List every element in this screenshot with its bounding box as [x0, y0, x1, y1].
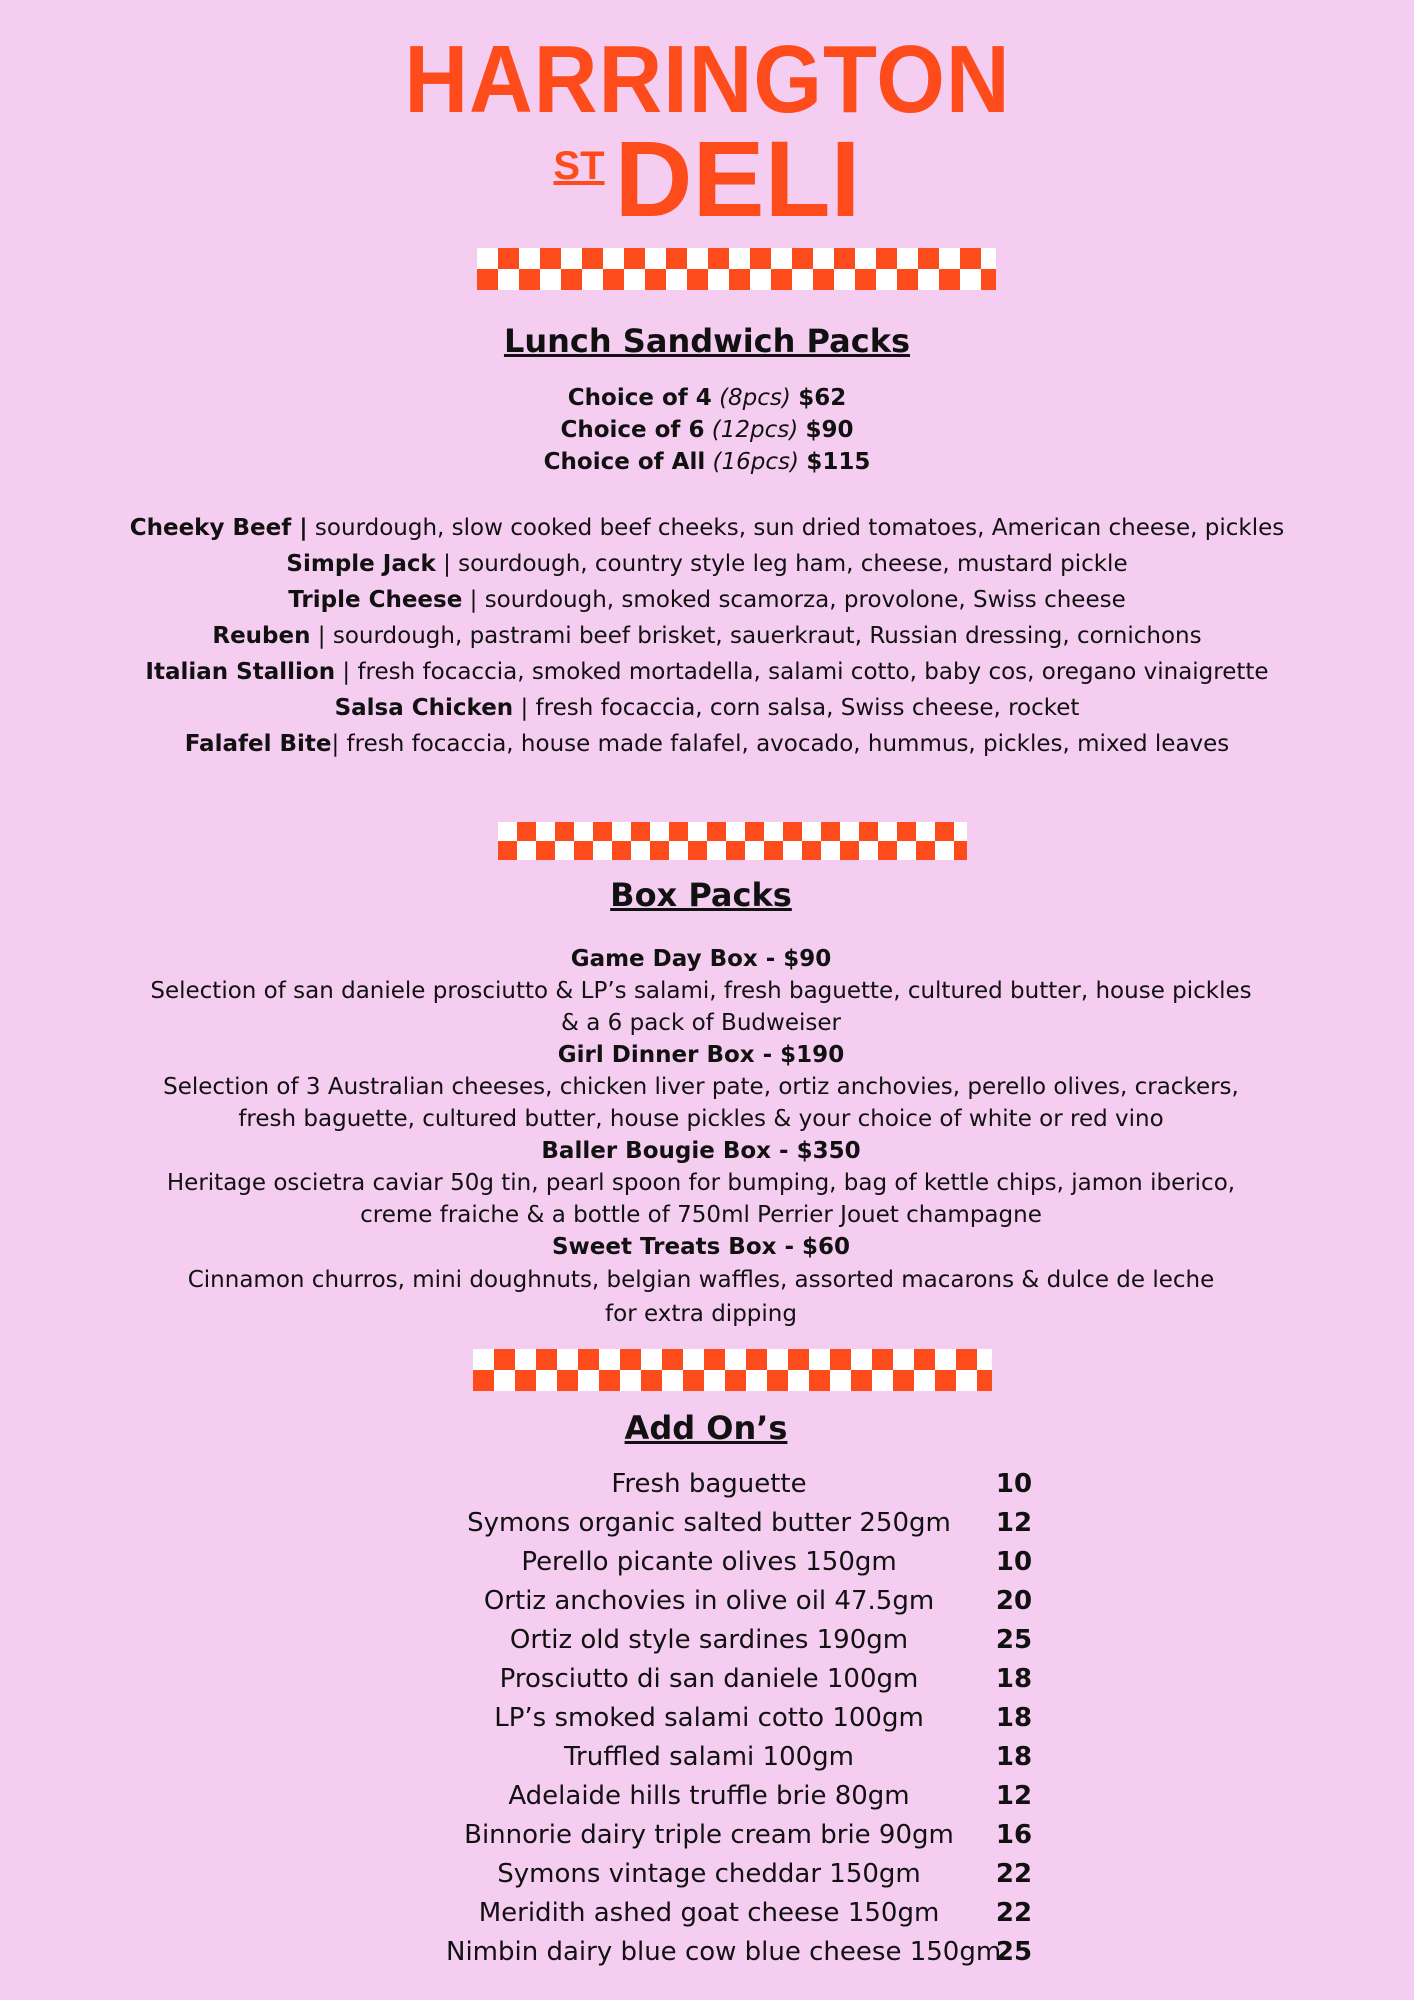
addon-name: Symons vintage cheddar 150gm: [497, 1859, 921, 1889]
addon-price: 16: [995, 1820, 1033, 1850]
sandwich-desc: | sourdough, smoked scamorza, provolone, Swiss cheese: [462, 587, 1126, 613]
addon-price: 10: [995, 1547, 1033, 1577]
box-title: Sweet Treats Box - $60: [551, 1234, 851, 1260]
sandwich-name: Simple Jack: [286, 551, 436, 577]
addon-name: Perello picante olives 150gm: [521, 1547, 897, 1577]
box-title: Game Day Box - $90: [570, 946, 832, 972]
lunch-pricing: [0, 382, 1414, 478]
sandwich-list: [0, 510, 1414, 762]
addon-row: [0, 1660, 1414, 1699]
box-desc-line: Selection of san daniele prosciutto & LP’s salami, fresh baguette, cultured butter, house pickles: [150, 978, 1252, 1004]
box-section-title: Box Packs: [610, 876, 792, 914]
addon-price: 25: [995, 1625, 1033, 1655]
pricing-row: Choice of 6 (12pcs) $90: [560, 417, 854, 443]
addon-name: Nimbin dairy blue cow blue cheese 150gm: [446, 1937, 1002, 1967]
addons-section-title: Add On’s: [624, 1409, 788, 1447]
addon-name: Fresh baguette: [611, 1469, 807, 1499]
addon-price: 10: [995, 1469, 1033, 1499]
addon-row: [0, 1543, 1414, 1582]
addon-list: [0, 1465, 1414, 1972]
addon-row: [0, 1582, 1414, 1621]
sandwich-name: Italian Stallion: [145, 659, 336, 685]
addon-price: 22: [995, 1859, 1033, 1889]
logo-deli: DELI: [614, 118, 861, 239]
addon-price: 18: [995, 1742, 1033, 1772]
lunch-section-title: Lunch Sandwich Packs: [503, 322, 911, 360]
addon-row: [0, 1465, 1414, 1504]
sandwich-desc: sourdough, slow cooked beef cheeks, sun dried tomatoes, American cheese, pickles: [307, 515, 1285, 541]
addon-row: [0, 1777, 1414, 1816]
box-desc-line: fresh baguette, cultured butter, house pickles & your choice of white or red vino: [238, 1106, 1164, 1132]
addon-price: 18: [995, 1703, 1033, 1733]
addon-name: Ortiz old style sardines 190gm: [509, 1625, 909, 1655]
addon-price: 25: [995, 1937, 1033, 1967]
checker-divider-1: [477, 248, 996, 290]
box-title: Girl Dinner Box - $190: [557, 1042, 845, 1068]
addon-price: 20: [995, 1586, 1033, 1616]
sandwich-item: [0, 546, 1414, 582]
box-list: [0, 943, 1414, 1331]
addon-row: [0, 1738, 1414, 1777]
addon-row: [0, 1933, 1414, 1972]
addon-row: [0, 1621, 1414, 1660]
addon-name: Binnorie dairy triple cream brie 90gm: [464, 1820, 954, 1850]
addon-row: [0, 1699, 1414, 1738]
sandwich-desc: | sourdough, country style leg ham, cheese, mustard pickle: [435, 551, 1128, 577]
box-desc-line: & a 6 pack of Budweiser: [561, 1010, 841, 1036]
sandwich-item: [0, 582, 1414, 618]
box-desc-line: Selection of 3 Australian cheeses, chicken liver pate, ortiz anchovies, perello olives, crackers,: [163, 1074, 1239, 1100]
addon-name: Symons organic salted butter 250gm: [467, 1508, 951, 1538]
logo-st: ST: [553, 144, 605, 188]
sandwich-name: Falafel Bite: [184, 731, 332, 757]
pricing-row: Choice of 4 (8pcs) $62: [567, 385, 847, 411]
addon-name: Ortiz anchovies in olive oil 47.5gm: [483, 1586, 935, 1616]
sandwich-item: [0, 726, 1414, 762]
sandwich-item: [0, 510, 1414, 546]
addon-row: [0, 1504, 1414, 1543]
addon-name: Adelaide hills truffle brie 80gm: [508, 1781, 910, 1811]
sandwich-desc: | fresh focaccia, house made falafel, avocado, hummus, pickles, mixed leaves: [331, 731, 1230, 757]
addon-name: LP’s smoked salami cotto 100gm: [494, 1703, 924, 1733]
addon-row: [0, 1855, 1414, 1894]
addon-name: Truffled salami 100gm: [563, 1742, 855, 1772]
box-desc-line: Heritage oscietra caviar 50g tin, pearl spoon for bumping, bag of kettle chips, jamon iberico,: [166, 1170, 1236, 1196]
sandwich-item: [0, 618, 1414, 654]
addon-row: [0, 1894, 1414, 1933]
addon-price: 12: [995, 1508, 1033, 1538]
box-desc-line: Cinnamon churros, mini doughnuts, belgian waffles, assorted macarons & dulce de leche: [187, 1267, 1215, 1293]
sandwich-desc: | fresh focaccia, smoked mortadella, salami cotto, baby cos, oregano vinaigrette: [335, 659, 1269, 685]
checker-divider-2: [498, 822, 967, 860]
sandwich-name: Cheeky Beef |: [129, 515, 308, 541]
sandwich-name: Triple Cheese: [288, 587, 463, 613]
sandwich-name: Reuben: [212, 623, 311, 649]
sandwich-desc: | fresh focaccia, corn salsa, Swiss cheese, rocket: [513, 695, 1080, 721]
addon-name: Prosciutto di san daniele 100gm: [499, 1664, 919, 1694]
addon-price: 18: [995, 1664, 1033, 1694]
deli-logo: [0, 26, 1414, 239]
addon-price: 22: [995, 1898, 1033, 1928]
box-title: Baller Bougie Box - $350: [541, 1138, 861, 1164]
addon-row: [0, 1816, 1414, 1855]
checker-divider-3: [473, 1349, 992, 1391]
pricing-row: Choice of All (16pcs) $115: [543, 449, 871, 475]
addon-name: Meridith ashed goat cheese 150gm: [478, 1898, 940, 1928]
box-desc-line: for extra dipping: [605, 1301, 797, 1327]
logo-line-harrington: HARRINGTON: [403, 26, 1011, 133]
addon-price: 12: [995, 1781, 1033, 1811]
sandwich-item: [0, 654, 1414, 690]
sandwich-name: Salsa Chicken: [334, 695, 514, 721]
logo-line-deli: [553, 118, 861, 239]
sandwich-desc: | sourdough, pastrami beef brisket, sauerkraut, Russian dressing, cornichons: [310, 623, 1202, 649]
box-desc-line: creme fraiche & a bottle of 750ml Perrier Jouet champagne: [360, 1202, 1042, 1228]
sandwich-item: [0, 690, 1414, 726]
